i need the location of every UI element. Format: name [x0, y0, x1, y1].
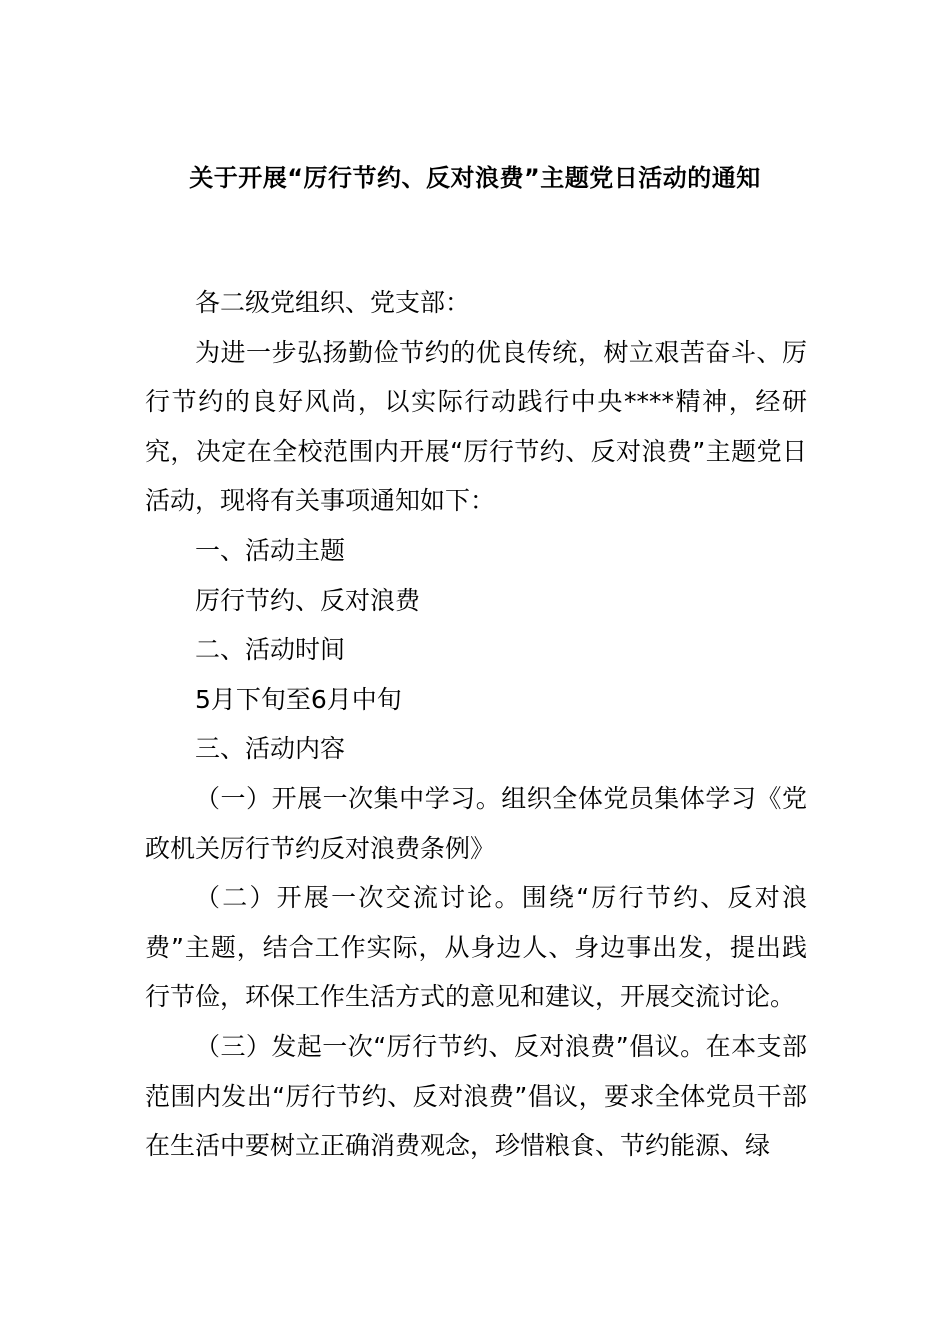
- section-heading-time: 二、活动时间: [195, 635, 346, 665]
- intro-paragraph: 为进一步弘扬勤俭节约的优良传统，树立艰苦奋斗、厉行节约的良好风尚，以实际行动践行中央****精神，经研究，决定在全校范围内开展“厉行节约、反对浪费”主题党日活动，现将有关事项通知如下：: [145, 337, 807, 516]
- section-heading-content: 三、活动内容: [195, 734, 346, 764]
- time-text: 5月下旬至6月中旬: [195, 684, 402, 714]
- document-body: [145, 278, 807, 1171]
- document-title: 关于开展“厉行节约、反对浪费”主题党日活动的通知: [189, 164, 761, 192]
- content-item-1: （一）开展一次集中学习。组织全体党员集体学习《党政机关厉行节约反对浪费条例》: [145, 783, 807, 863]
- content-item-2: （二）开展一次交流讨论。围绕“厉行节约、反对浪费”主题，结合工作实际，从身边人、身边事出发，提出践行节俭，环保工作生活方式的意见和建议，开展交流讨论。: [145, 883, 807, 1012]
- content-item-3: （三）发起一次“厉行节约、反对浪费”倡议。在本支部范围内发出“厉行节约、反对浪费”倡议，要求全体党员干部在生活中要树立正确消费观念，珍惜粮食、节约能源、绿: [145, 1031, 807, 1161]
- section-heading-theme: 一、活动主题: [195, 535, 346, 565]
- salutation: 各二级党组织、党支部：: [195, 288, 471, 317]
- theme-text: 厉行节约、反对浪费: [195, 585, 421, 615]
